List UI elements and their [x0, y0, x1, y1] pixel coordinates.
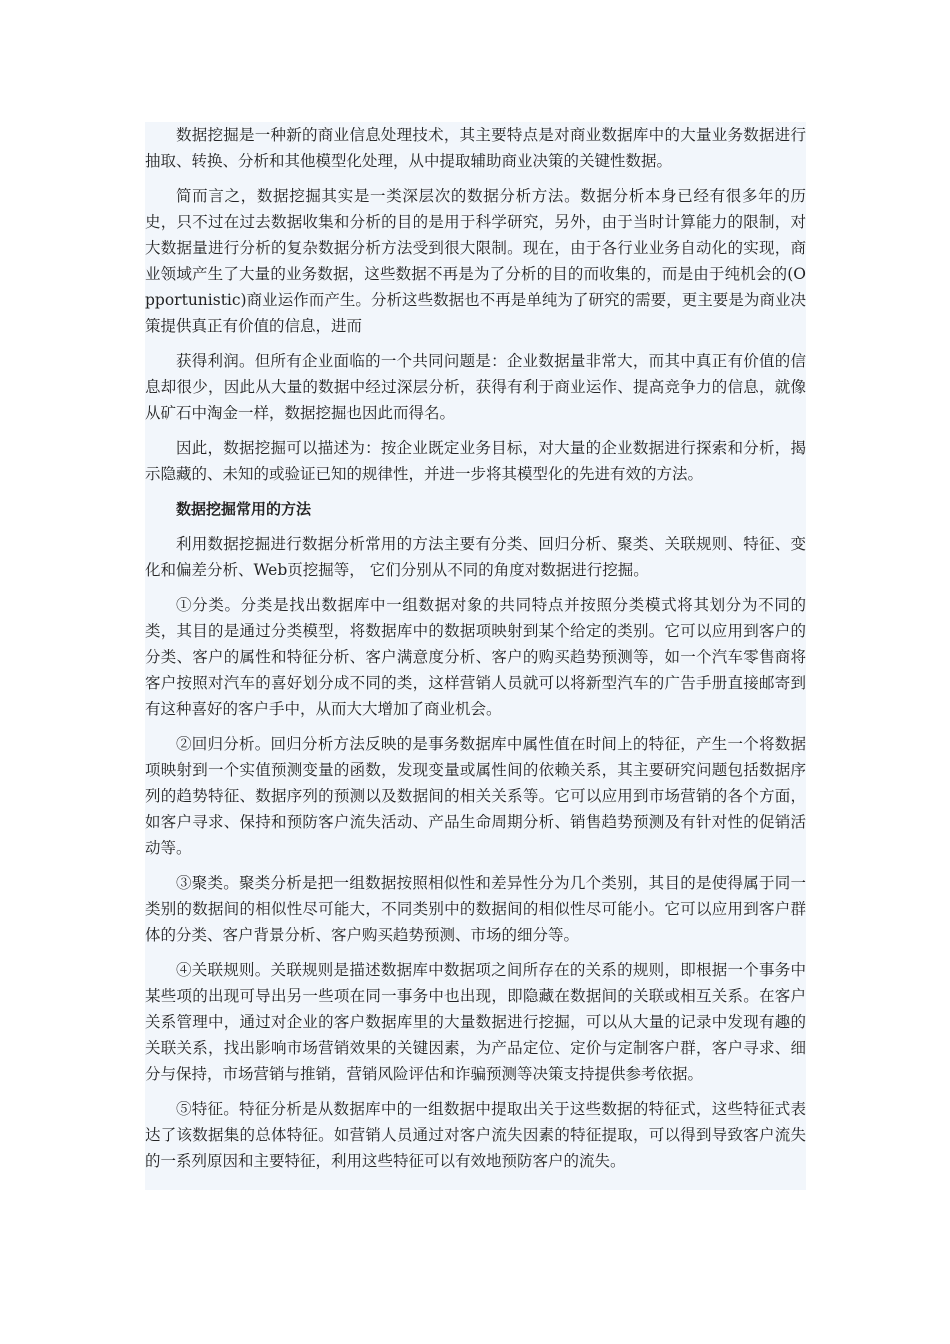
paragraph-gap — [145, 487, 806, 496]
section-heading: 数据挖掘常用的方法 — [176, 500, 312, 518]
method-association-rules: ④关联规则。关联规则是描述数据库中数据项之间所存在的关系的规则，即根据一个事务中某些项的出现可导出另一些项在同一事务中也出现，即隐藏在数据间的关联或相互关系。在客户关系管理中，通过对企业的客户数据库里的大量数据进行挖掘，可以从大量的记录中发现有趣的关联关系，找出影响市场营销效果的关键因素，为产品定位、定价与定制客户群，客户寻求、细分与保持，市场营销与推销，营销风险评估和诈骗预测等决策支持提供参考依据。 — [145, 961, 806, 1083]
method-classification: ①分类。分类是找出数据库中一组数据对象的共同特点并按照分类模式将其划分为不同的类，其目的是通过分类模型，将数据库中的数据项映射到某个给定的类别。它可以应用到客户的分类、客户的属性和特征分析、客户满意度分析、客户的购买趋势预测等，如一个汽车零售商将客户按照对汽车的喜好划分成不同的类，这样营销人员就可以将新型汽车的广告手册直接邮寄到有这种喜好的客户手中，从而大大增加了商业机会。 — [145, 596, 806, 718]
paragraph-gap — [145, 948, 806, 957]
method-clustering: ③聚类。聚类分析是把一组数据按照相似性和差异性分为几个类别，其目的是使得属于同一类别的数据间的相似性尽可能大，不同类别中的数据间的相似性尽可能小。它可以应用到客户群体的分类、客户背景分析、客户购买趋势预测、市场的细分等。 — [145, 874, 806, 944]
paragraph-gap — [145, 861, 806, 870]
paragraph-gap — [145, 174, 806, 183]
article-body — [145, 122, 806, 1190]
paragraph-definition: 因此，数据挖掘可以描述为：按企业既定业务目标，对大量的企业数据进行探索和分析，揭示隐藏的、未知的或验证已知的规律性，并进一步将其模型化的先进有效的方法。 — [145, 439, 806, 483]
paragraph-summary: 简而言之，数据挖掘其实是一类深层次的数据分析方法。数据分析本身已经有很多年的历史，只不过在过去数据收集和分析的目的是用于科学研究，另外，由于当时计算能力的限制，对大数据量进行分析的复杂数据分析方法受到很大限制。现在，由于各行业业务自动化的实现，商业领域产生了大量的业务数据，这些数据不再是为了分析的目的而收集的，而是由于纯机会的(Opportunistic)商业运作而产生。分析这些数据也不再是单纯为了研究的需要，更主要是为商业决策提供真正有价值的信息，进而 — [145, 187, 806, 335]
paragraph-gap — [145, 722, 806, 731]
paragraph-gap — [145, 1087, 806, 1096]
paragraph-methods-intro: 利用数据挖掘进行数据分析常用的方法主要有分类、回归分析、聚类、关联规则、特征、变化和偏差分析、Web页挖掘等， 它们分别从不同的角度对数据进行挖掘。 — [145, 535, 806, 579]
paragraph-gap — [145, 339, 806, 348]
paragraph-gap — [145, 426, 806, 435]
paragraph-profit: 获得利润。但所有企业面临的一个共同问题是：企业数据量非常大，而其中真正有价值的信息却很少，因此从大量的数据中经过深层分析，获得有利于商业运作、提高竞争力的信息，就像从矿石中淘金一样，数据挖掘也因此而得名。 — [145, 352, 806, 422]
paragraph-gap — [145, 583, 806, 592]
paragraph-gap — [145, 522, 806, 531]
paragraph-intro: 数据挖掘是一种新的商业信息处理技术，其主要特点是对商业数据库中的大量业务数据进行抽取、转换、分析和其他模型化处理，从中提取辅助商业决策的关键性数据。 — [145, 126, 806, 170]
method-regression: ②回归分析。回归分析方法反映的是事务数据库中属性值在时间上的特征，产生一个将数据项映射到一个实值预测变量的函数，发现变量或属性间的依赖关系，其主要研究问题包括数据序列的趋势特征、数据序列的预测以及数据间的相关关系等。它可以应用到市场营销的各个方面，如客户寻求、保持和预防客户流失活动、产品生命周期分析、销售趋势预测及有针对性的促销活动等。 — [145, 735, 806, 857]
method-characteristics: ⑤特征。特征分析是从数据库中的一组数据中提取出关于这些数据的特征式，这些特征式表达了该数据集的总体特征。如营销人员通过对客户流失因素的特征提取，可以得到导致客户流失的一系列原因和主要特征，利用这些特征可以有效地预防客户的流失。 — [145, 1100, 806, 1170]
